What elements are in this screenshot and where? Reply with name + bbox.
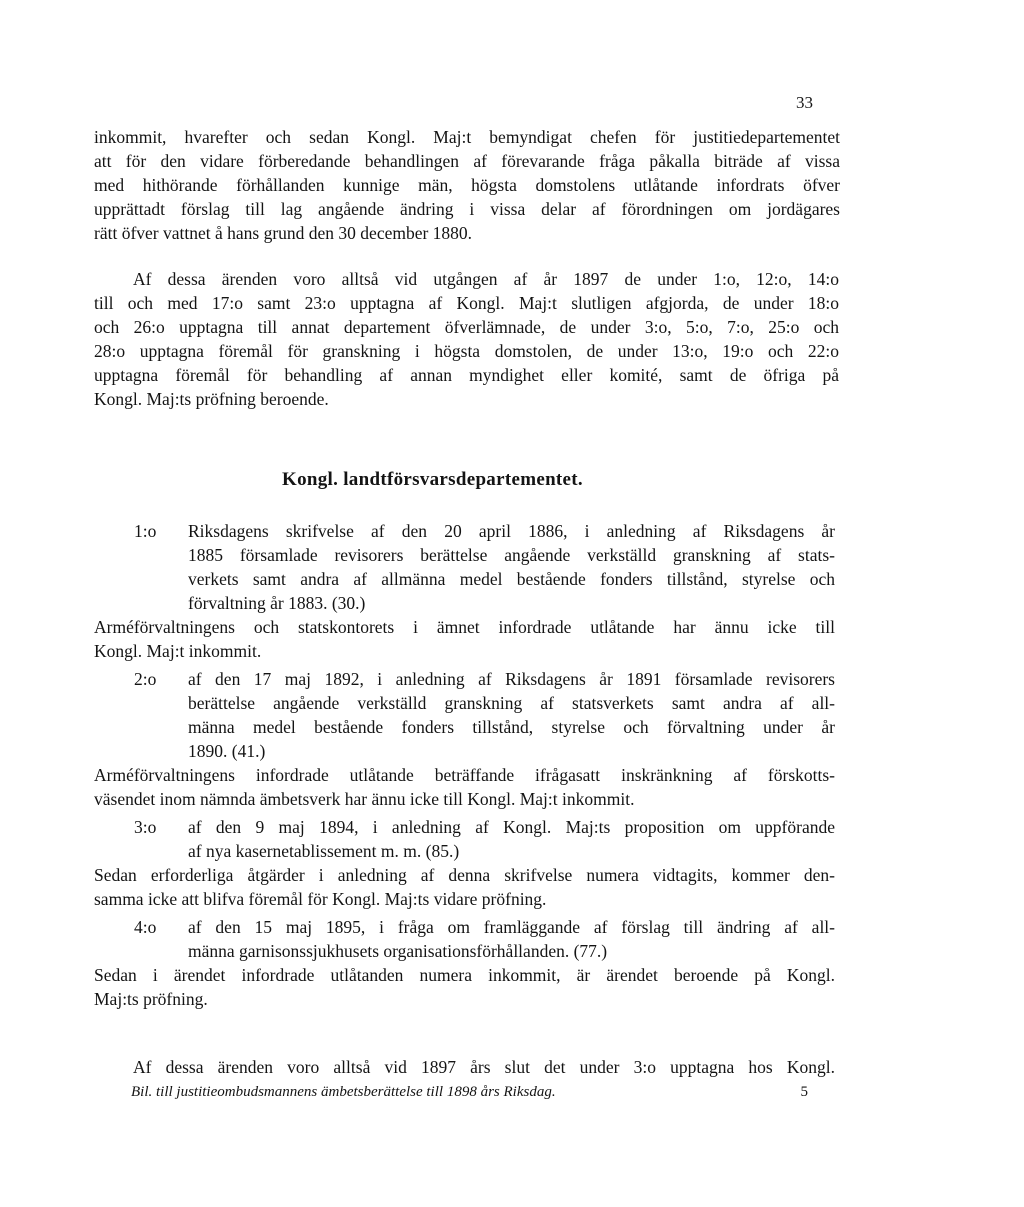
item-1-line-1: Riksdagens skrifvelse af den 20 april 1886, i anledning af Riksdagens år <box>188 521 835 541</box>
page-number: 33 <box>796 93 813 112</box>
summary-line-4: 28:o upptagna föremål för granskning i högsta domstolen, de under 13:o, 19:o och 22:o <box>94 341 839 361</box>
item-3-line-1: af den 9 maj 1894, i anledning af Kongl. Maj:ts proposition om uppförande <box>188 817 835 837</box>
intro-line-3: med hithörande förhållanden kunnige män, högsta domstolens utlåtande infordrats öfver <box>94 175 840 195</box>
item-1-line-3: verkets samt andra af allmänna medel bestående fonders tillstånd, styrelse och <box>188 569 835 589</box>
item-4-note-line-1: Sedan i ärendet infordrade utlåtanden numera inkommit, är ärendet beroende på Kongl. <box>94 965 835 985</box>
item-2-number: 2:o <box>134 669 157 689</box>
item-2-line-4: 1890. (41.) <box>188 741 266 761</box>
footer-text: Bil. till justitieombudsmannens ämbetsberättelse till 1898 års Riksdag. <box>131 1084 556 1100</box>
item-4-number: 4:o <box>134 917 157 937</box>
intro-line-2: att för den vidare förberedande behandlingen af förevarande fråga påkalla biträde af vissa <box>94 151 840 171</box>
item-2-line-2: berättelse angående verkställd granskning af statsverkets samt andra af all- <box>188 693 835 713</box>
summary-line-5: upptagna föremål för behandling af annan myndighet eller komité, samt de öfriga på <box>94 365 839 385</box>
item-1-note-line-2: Kongl. Maj:t inkommit. <box>94 641 262 661</box>
item-3-line-2: af nya kasernetablissement m. m. (85.) <box>188 841 460 861</box>
footer <box>131 1084 808 1101</box>
item-2-note-line-1: Arméförvaltningens infordrade utlåtande beträffande ifrågasatt inskränkning af förskotts- <box>94 765 835 785</box>
item-4-line-2: männa garnisonssjukhusets organisationsförhållanden. (77.) <box>188 941 608 961</box>
item-1-line-2: 1885 församlade revisorers berättelse angående verkställd granskning af stats- <box>188 545 835 565</box>
summary-line-6: Kongl. Maj:ts pröfning beroende. <box>94 389 329 409</box>
intro-line-1: inkommit, hvarefter och sedan Kongl. Maj:t bemyndigat chefen för justitiedepartementet <box>94 127 840 147</box>
item-2-line-3: männa medel bestående fonders tillstånd, styrelse och förvaltning under år <box>188 717 835 737</box>
item-3-note-line-1: Sedan erforderliga åtgärder i anledning af denna skrifvelse numera vidtagits, kommer den- <box>94 865 835 885</box>
item-2-line-1: af den 17 maj 1892, i anledning af Riksdagens år 1891 församlade revisorers <box>188 669 835 689</box>
intro-line-4: upprättadt förslag till lag angående ändring i vissa delar af förordningen om jordägares <box>94 199 840 219</box>
summary-line-1: Af dessa ärenden voro alltså vid utgången af år 1897 de under 1:o, 12:o, 14:o <box>133 269 839 289</box>
intro-line-5: rätt öfver vattnet å hans grund den 30 december 1880. <box>94 223 473 243</box>
item-1-note-line-1: Arméförvaltningens och statskontorets i ämnet infordrade utlåtande har ännu icke till <box>94 617 835 637</box>
footer-number: 5 <box>800 1084 808 1100</box>
item-1-line-4: förvaltning år 1883. (30.) <box>188 593 366 613</box>
item-3-number: 3:o <box>134 817 157 837</box>
item-1-number: 1:o <box>134 521 157 541</box>
item-4-note-line-2: Maj:ts pröfning. <box>94 989 208 1009</box>
summary-line-2: till och med 17:o samt 23:o upptagna af Kongl. Maj:t slutligen afgjorda, de under 18:o <box>94 293 839 313</box>
item-4-line-1: af den 15 maj 1895, i fråga om framläggande af förslag till ändring af all- <box>188 917 835 937</box>
section-heading: Kongl. landtförsvarsdepartementet. <box>282 469 583 490</box>
summary-line-3: och 26:o upptagna till annat departement öfverlämnade, de under 3:o, 5:o, 7:o, 25:o och <box>94 317 839 337</box>
closing-line: Af dessa ärenden voro alltså vid 1897 års slut det under 3:o upptagna hos Kongl. <box>133 1057 835 1077</box>
item-2-note-line-2: väsendet inom nämnda ämbetsverk har ännu icke till Kongl. Maj:t inkommit. <box>94 789 635 809</box>
item-3-note-line-2: samma icke att blifva föremål för Kongl. Maj:ts vidare pröfning. <box>94 889 547 909</box>
